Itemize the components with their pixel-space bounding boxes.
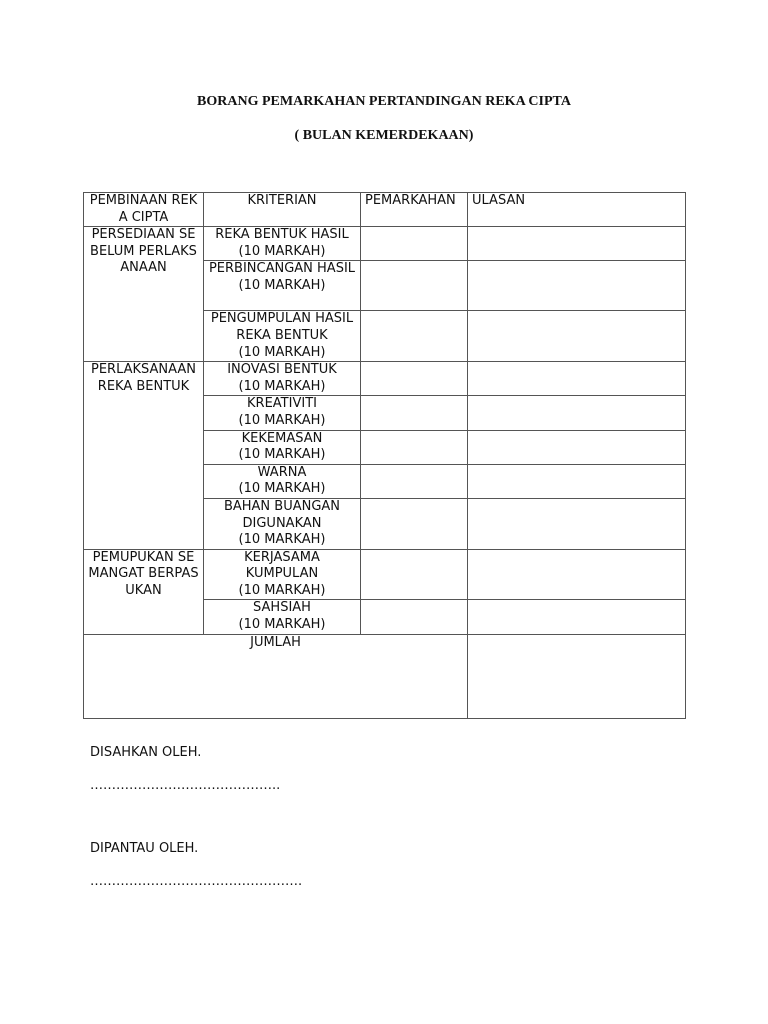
remarks-input-cell[interactable] <box>468 311 686 362</box>
table-row <box>84 227 686 261</box>
approved-by-signature-line[interactable]: …………………………………….. <box>90 778 281 793</box>
remarks-input-cell[interactable] <box>468 549 686 600</box>
form-title: BORANG PEMARKAHAN PERTANDINGAN REKA CIPTA <box>197 94 571 109</box>
marks-input-cell[interactable] <box>361 396 468 430</box>
monitored-by-signature-line[interactable]: …………………………………………. <box>90 874 303 889</box>
marks-input-cell[interactable] <box>361 311 468 362</box>
criteria-cell: WARNA (10 MARKAH) <box>204 464 361 498</box>
remarks-input-cell[interactable] <box>468 498 686 549</box>
marks-input-cell[interactable] <box>361 464 468 498</box>
marks-input-cell[interactable] <box>361 600 468 634</box>
section-name-cell: PERLAKSANAAN REKA BENTUK <box>84 362 204 550</box>
remarks-input-cell[interactable] <box>468 600 686 634</box>
total-row <box>84 634 686 718</box>
section-name-cell: PEMUPUKAN SEMANGAT BERPASUKAN <box>84 549 204 634</box>
criteria-cell: KREATIVITI (10 MARKAH) <box>204 396 361 430</box>
header-remarks: ULASAN <box>468 193 686 227</box>
marks-input-cell[interactable] <box>361 498 468 549</box>
header-criteria: KRITERIAN <box>204 193 361 227</box>
criteria-cell: PERBINCANGAN HASIL (10 MARKAH) <box>204 261 361 311</box>
remarks-input-cell[interactable] <box>468 464 686 498</box>
criteria-cell: PENGUMPULAN HASIL REKA BENTUK (10 MARKAH) <box>204 311 361 362</box>
criteria-cell: SAHSIAH (10 MARKAH) <box>204 600 361 634</box>
marks-input-cell[interactable] <box>361 362 468 396</box>
remarks-input-cell[interactable] <box>468 261 686 311</box>
remarks-input-cell[interactable] <box>468 430 686 464</box>
criteria-cell: REKA BENTUK HASIL (10 MARKAH) <box>204 227 361 261</box>
scoring-table <box>83 192 686 719</box>
header-marks: PEMARKAHAN <box>361 193 468 227</box>
criteria-cell: KEKEMASAN (10 MARKAH) <box>204 430 361 464</box>
approved-by-label: DISAHKAN OLEH. <box>90 745 202 760</box>
section-name-cell: PERSEDIAAN SEBELUM PERLAKSANAAN <box>84 227 204 362</box>
remarks-input-cell[interactable] <box>468 227 686 261</box>
table-body <box>84 227 686 718</box>
total-remarks-cell[interactable] <box>468 634 686 718</box>
criteria-cell: INOVASI BENTUK (10 MARKAH) <box>204 362 361 396</box>
marks-input-cell[interactable] <box>361 261 468 311</box>
remarks-input-cell[interactable] <box>468 396 686 430</box>
header-section: PEMBINAAN REKA CIPTA <box>84 193 204 227</box>
remarks-input-cell[interactable] <box>468 362 686 396</box>
marks-input-cell[interactable] <box>361 549 468 600</box>
form-subtitle: ( BULAN KEMERDEKAAN) <box>294 128 474 143</box>
criteria-cell: BAHAN BUANGAN DIGUNAKAN (10 MARKAH) <box>204 498 361 549</box>
marks-input-cell[interactable] <box>361 227 468 261</box>
table-row <box>84 362 686 396</box>
monitored-by-label: DIPANTAU OLEH. <box>90 841 199 856</box>
table-row <box>84 549 686 600</box>
total-label: JUMLAH <box>84 634 468 718</box>
marks-input-cell[interactable] <box>361 430 468 464</box>
criteria-cell: KERJASAMA KUMPULAN (10 MARKAH) <box>204 549 361 600</box>
